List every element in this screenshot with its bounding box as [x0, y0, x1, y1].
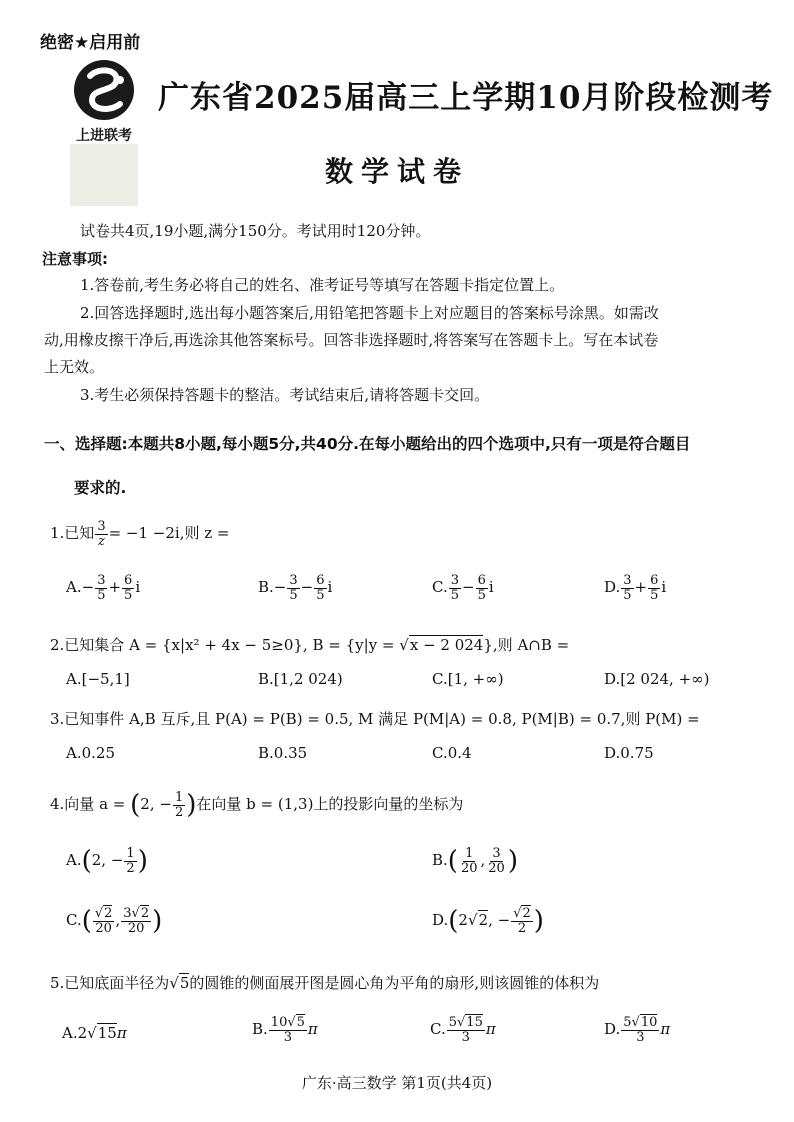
- note-2-line-3: 上无效。: [44, 358, 105, 376]
- question-4-option-d[interactable]: D.(2√2, − $\frac{√2}{2}$ ): [432, 905, 544, 936]
- question-4-option-a[interactable]: A.(2, − $\frac{1}{2}$ ): [66, 845, 148, 876]
- question-2-option-d[interactable]: D.[2 024, +∞): [604, 670, 710, 688]
- question-2-option-a[interactable]: A.[−5,1]: [66, 670, 130, 688]
- question-2-option-c[interactable]: C.[1, +∞): [432, 670, 504, 688]
- question-4-option-b[interactable]: B.( $\frac{1}{20}$ , $\frac{3}{20}$ ): [432, 845, 518, 876]
- section-1-heading: 一、选择题:本题共8小题,每小题5分,共40分.在每小题给出的四个选项中,只有一项是符合题目: [44, 435, 691, 453]
- subject-title: 数学试卷: [324, 155, 469, 188]
- page-footer: 广东·高三数学 第1页(共4页): [301, 1074, 493, 1092]
- question-1-stem: 1.已知 $\frac{3}{z}$ = −1 −2i,则 z =: [50, 519, 230, 549]
- question-5-option-c[interactable]: C. $\frac{5√15}{3}$ π: [430, 1015, 496, 1045]
- question-3-stem: 3.已知事件 A,B 互斥,且 P(A) = P(B) = 0.5, M 满足 P(M|A) = 0.8, P(M|B) = 0.7,则 P(M) =: [50, 710, 700, 728]
- section-1-heading-cont: 要求的.: [74, 479, 127, 497]
- question-3-option-a[interactable]: A.0.25: [66, 744, 115, 762]
- question-4-stem: 4.向量 a = (2, − $\frac{1}{2}$ )在向量 b = (1,3)上的投影向量的坐标为: [50, 789, 464, 820]
- question-2-option-b[interactable]: B.[1,2 024): [258, 670, 343, 688]
- question-1-option-a[interactable]: A.− $\frac{3}{5}$ + $\frac{6}{5}$ i: [66, 573, 141, 603]
- question-5-option-d[interactable]: D. $\frac{5√10}{3}$ π: [604, 1015, 671, 1045]
- question-5-option-a[interactable]: A.2√15π: [62, 1024, 127, 1042]
- exam-title: 广东省2025届高三上学期10月阶段检测考: [158, 80, 774, 116]
- question-3-option-d[interactable]: D.0.75: [604, 744, 654, 762]
- exam-logo-icon: [62, 56, 146, 146]
- note-3: 3.考生必须保持答题卡的整洁。考试结束后,请将答题卡交回。: [80, 386, 490, 404]
- note-1: 1.答卷前,考生务必将自己的姓名、准考证号等填写在答题卡指定位置上。: [80, 276, 565, 294]
- logo-text: 上进联考: [76, 128, 132, 144]
- question-5-stem: 5.已知底面半径为√5的圆锥的侧面展开图是圆心角为平角的扇形,则该圆锥的体积为: [50, 974, 600, 992]
- question-1-option-b[interactable]: B.− $\frac{3}{5}$ − $\frac{6}{5}$ i: [258, 573, 333, 603]
- note-2-line-1: 2.回答选择题时,选出每小题答案后,用铅笔把答题卡上对应题目的答案标号涂黑。如需改: [80, 304, 659, 322]
- question-2-stem: 2.已知集合 A = {x|x² + 4x − 5≥0}, B = {y|y = √x − 2 024},则 A∩B =: [50, 636, 570, 654]
- question-1-option-d[interactable]: D. $\frac{3}{5}$ + $\frac{6}{5}$ i: [604, 573, 667, 603]
- question-3-option-c[interactable]: C.0.4: [432, 744, 472, 762]
- question-5-option-b[interactable]: B. $\frac{10√5}{3}$ π: [252, 1015, 318, 1045]
- question-4-option-c[interactable]: C.( $\frac{√2}{20}$ , $\frac{3√2}{20}$ ): [66, 905, 163, 936]
- confidential-label: 绝密★启用前: [40, 33, 141, 53]
- notes-title: 注意事项:: [42, 250, 108, 268]
- question-3-option-b[interactable]: B.0.35: [258, 744, 308, 762]
- exam-intro: 试卷共4页,19小题,满分150分。考试用时120分钟。: [80, 222, 431, 240]
- question-1-option-c[interactable]: C. $\frac{3}{5}$ − $\frac{6}{5}$ i: [432, 573, 494, 603]
- note-2-line-2: 动,用橡皮擦干净后,再选涂其他答案标号。回答非选择题时,将答案写在答题卡上。写在本试卷: [44, 331, 659, 349]
